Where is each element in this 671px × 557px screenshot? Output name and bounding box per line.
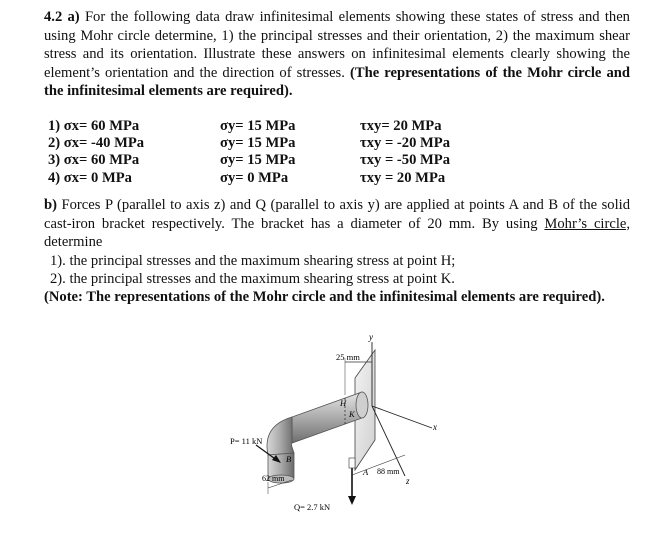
axis-z-label: z xyxy=(406,476,410,486)
case-4-tau-xy: τxy = 20 MPa xyxy=(360,169,446,186)
point-h-label: H xyxy=(340,398,347,408)
case-3-tau-xy: τxy = -50 MPa xyxy=(360,152,451,169)
force-q-arrow xyxy=(348,458,356,505)
case-1-sigma-x: 1) σx= 60 MPa xyxy=(48,118,140,134)
case-2-sigma-y: σy= 15 MPa xyxy=(220,135,296,152)
case-4-sigma-y: σy= 0 MPa xyxy=(220,169,289,186)
part-b-text-end: determine xyxy=(44,234,103,251)
case-1-sigma-y: σy= 15 MPa xyxy=(220,118,296,134)
part-b-number: b) xyxy=(44,197,57,213)
axis-y-label: y xyxy=(369,332,373,342)
dim-top-label: 25 mm xyxy=(336,352,360,362)
mohr-circle-link-text: Mohr’s circle, xyxy=(544,215,630,232)
part-b-item-1: 1). the principal stresses and the maximum shearing stress at point H; xyxy=(50,253,456,269)
dim-right-label: 88 mm xyxy=(377,467,400,476)
point-k-label: K xyxy=(349,409,355,419)
point-b-label: B xyxy=(286,454,292,464)
case-3-sigma-x: 3) σx= 60 MPa xyxy=(48,152,140,169)
part-b-item-2: 2). the principal stresses and the maximum shearing stress at point K. xyxy=(50,271,455,287)
force-q-label: Q= 2.7 kN xyxy=(294,502,331,512)
case-4-sigma-x: 4) σx= 0 MPa xyxy=(48,169,132,186)
part-a-emphasis: (The representations of the Mohr circle and the infinitesimal elements are required). xyxy=(44,64,630,100)
case-1-tau-xy: τxy= 20 MPa xyxy=(360,118,442,134)
bracket-elbow xyxy=(267,417,294,455)
dim-left-label: 62 mm xyxy=(262,474,285,483)
part-a-text: For the following data draw infinitesimal elements showing these states of stress and then using Mohr circle determine, 1) the principal stresses and their orientation, 2) the maximum shear stress and its orientation. Illustrate these answers on infinitesimal elements clearly showing the element’s orientation and the direction of stresses. xyxy=(44,9,630,81)
case-2-tau-xy: τxy = -20 MPa xyxy=(360,135,451,152)
part-b-text: Forces P (parallel to axis z) and Q (parallel to axis y) are applied at points A and B of the solid cast-iron bracket respectively. The bracket has a diameter of 20 mm. By using xyxy=(44,197,631,232)
force-p-label: P= 11 kN xyxy=(230,436,263,446)
point-a-label: A xyxy=(363,467,369,477)
axis-x-label: x xyxy=(433,422,437,432)
case-3-sigma-y: σy= 15 MPa xyxy=(220,152,296,169)
part-b-note: (Note: The representations of the Mohr circle and the infinitesimal elements are required). xyxy=(44,289,605,305)
problem-number: 4.2 a) xyxy=(44,9,80,25)
case-2-sigma-x: 2) σx= -40 MPa xyxy=(48,135,145,152)
